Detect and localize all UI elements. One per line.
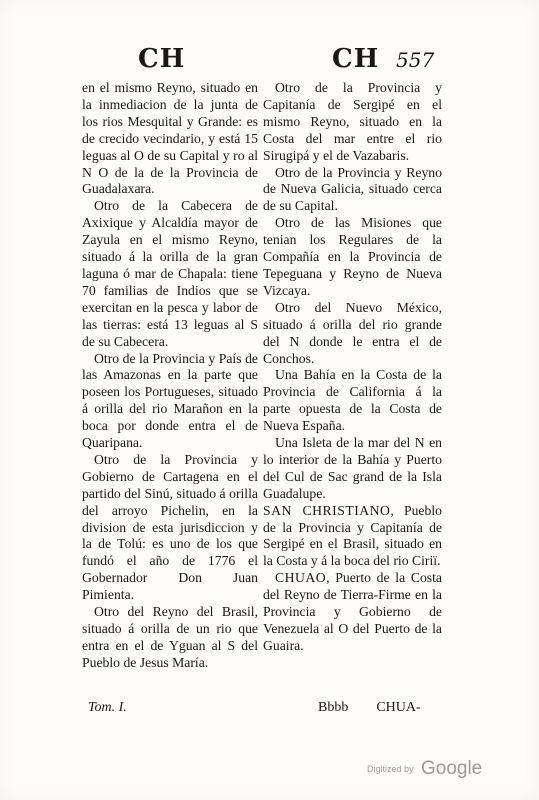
page-number: 557	[396, 48, 435, 72]
volume-mark: Tom. I.	[88, 700, 127, 715]
entry-paragraph: Otro de la Cabecera de Axixique y Alcaldía mayor de Zayula en el mismo Reyno, situado á la orilla de la gran laguna ó mar de Chapala: tiene 70 familias de Indios que se exercitan en la pesca y labor de las tierras: está 13 leguas al S de su Cabecera.	[82, 198, 258, 349]
entry-paragraph: Una Bahía en la Costa de la Provincia de California á la parte opuesta de la Costa de Nueva España.	[263, 367, 442, 434]
headword-entry	[263, 570, 442, 655]
entry-paragraph: Otro del Nuevo México, situado á orilla del rio grande del N donde le entra el de Conchos.	[263, 299, 442, 366]
headword-entry	[263, 503, 442, 571]
signature-mark: Bbbb	[318, 700, 349, 715]
catchword: CHUA-	[376, 700, 421, 715]
entry-paragraph: Otro del Reyno del Brasil, situado á orilla de un rio que entra en el de Yguan al S del Pueblo de Jesus María.	[82, 604, 258, 670]
entry-paragraph: Una Isleta de la mar del N en lo interior de la Bahía y Puerto del Cul de Sac grand de la Isla Guadalupe.	[263, 435, 442, 501]
headword: SAN CHRISTIANO	[263, 502, 391, 518]
entry-text: , Puerto de la Costa del Reyno de Tierra-Firme en la Provincia y Gobierno de Venezuela al O del Puerto de la Guaira.	[263, 570, 442, 653]
watermark-brand: Google	[420, 758, 483, 779]
entry-paragraph: Otro de las Misiones que tenian los Regulares de la Compañía en la Provincia de Tepeguana y Reyno de Nueva Vizcaya.	[263, 215, 442, 298]
running-head-right: CH	[332, 44, 380, 74]
entry-paragraph: Otro de la Provincia y Gobierno de Cartagena en el partido del Sinú, situado á orilla del arroyo Pichelin, en la division de esta jurisdiccion y la de Tolú: es uno de los que fundó el año de 1776 el Gobernador Don Juan Pimienta.	[82, 451, 258, 603]
left-text-column	[82, 80, 258, 672]
entry-text: , Pueblo de la Provincia y Capitanía de Sergipé en el Brasil, situado en la Costa y á la boca del rio Ciriï.	[263, 502, 442, 569]
entry-paragraph: Otro de la Provincia y País de las Amazonas en la parte que poseen los Portugueses, situado á orilla del rio Marañon en la boca por donde entra el de Quaripana.	[82, 350, 258, 451]
running-head-left: CH	[138, 44, 186, 74]
watermark-prefix: Digitized by	[367, 764, 414, 774]
entry-paragraph: en el mismo Reyno, situado en la inmediacion de la junta de los rios Mesquital y Grande: es de crecido vecindario, y está 15 leguas al O de su Capital y ro al N O de la de la Provincia de Guadalaxara.	[82, 80, 258, 197]
right-text-column	[263, 80, 442, 655]
headword: CHUAO	[275, 570, 327, 586]
signature-catchword	[318, 700, 421, 716]
entry-paragraph: Otro de la Provincia y Reyno de Nueva Galicia, situado cerca de su Capital.	[263, 164, 442, 214]
entry-paragraph: Otro de la Provincia y Capitanía de Sergipé en el mismo Reyno, situado en la Costa del mar entre el rio Sirugipá y el de Vazabaris.	[263, 80, 442, 163]
digitization-watermark	[367, 758, 482, 780]
